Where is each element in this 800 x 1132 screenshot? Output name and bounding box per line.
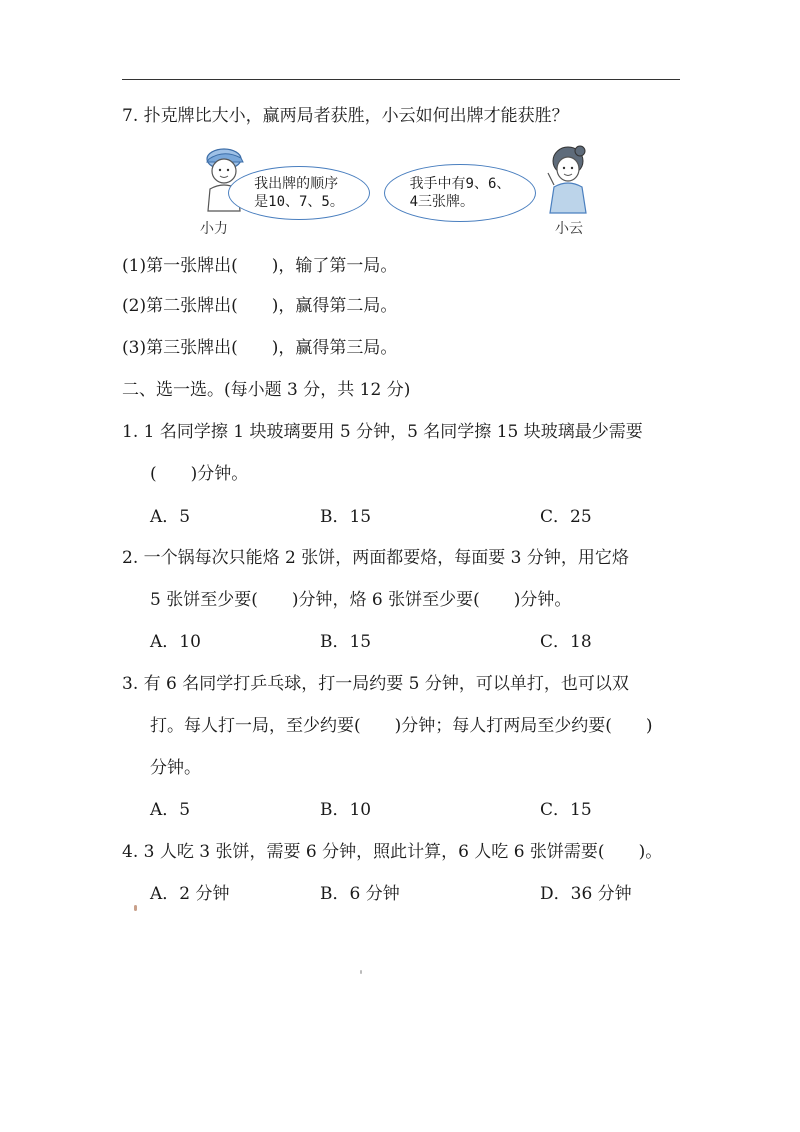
xiaoyun-speech-line1: 我手中有9、6、 [409, 176, 511, 192]
q4-line1: 4. 3 人吃 3 张饼，需要 6 分钟，照此计算，6 人吃 6 张饼需要( )。 [122, 842, 663, 862]
q7-sub1: (1)第一张牌出( )，输了第一局。 [122, 256, 398, 276]
top-rule [122, 79, 680, 80]
scan-speck [134, 905, 137, 911]
q1-line2: ( )分钟。 [150, 464, 249, 484]
q7-sub2: (2)第二张牌出( )，赢得第二局。 [122, 296, 398, 316]
q2-line1: 2. 一个锅每次只能烙 2 张饼，两面都要烙，每面要 3 分钟，用它烙 [122, 548, 629, 568]
xiaoli-speech-line2: 是10、7、5。 [254, 194, 344, 210]
q2-line2: 5 张饼至少要( )分钟，烙 6 张饼至少要( )分钟。 [150, 590, 572, 610]
q1-option-c: C．25 [540, 507, 592, 527]
q7-title: 7. 扑克牌比大小，赢两局者获胜，小云如何出牌才能获胜？ [122, 106, 569, 126]
q2-option-b: B．15 [320, 632, 372, 652]
q1-line1: 1. 1 名同学擦 1 块玻璃要用 5 分钟，5 名同学擦 15 块玻璃最少需要 [122, 422, 643, 442]
xiaoyun-speech-line2: 4三张牌。 [409, 194, 474, 210]
q3-line3: 分钟。 [150, 758, 201, 778]
q7-sub3: (3)第三张牌出( )，赢得第三局。 [122, 338, 398, 358]
girl-illustration [540, 143, 596, 219]
q1-option-b: B．15 [320, 507, 372, 527]
scan-speck [360, 970, 362, 974]
q3-line1: 3. 有 6 名同学打乒乓球，打一局约要 5 分钟，可以单打，也可以双 [122, 674, 629, 694]
q3-line2: 打。每人打一局，至少约要( )分钟；每人打两局至少约要( ) [150, 716, 653, 736]
xiaoli-speech-line1: 我出牌的顺序 [254, 176, 339, 192]
xiaoyun-name: 小云 [555, 221, 583, 237]
q2-option-a: A．10 [150, 632, 201, 652]
xiaoli-speech-bubble [228, 166, 370, 220]
section2-header: 二、选一选。(每小题 3 分，共 12 分) [122, 380, 411, 400]
q3-option-b: B．10 [320, 800, 372, 820]
q4-option-b: B．6 分钟 [320, 884, 400, 904]
xiaoyun-speech-bubble [384, 164, 536, 222]
q4-option-d: D．36 分钟 [540, 884, 632, 904]
q4-option-a: A．2 分钟 [150, 884, 230, 904]
q3-option-a: A．5 [150, 800, 191, 820]
xiaoli-name: 小力 [200, 221, 228, 237]
q1-option-a: A．5 [150, 507, 191, 527]
q3-option-c: C．15 [540, 800, 592, 820]
q2-option-c: C．18 [540, 632, 592, 652]
